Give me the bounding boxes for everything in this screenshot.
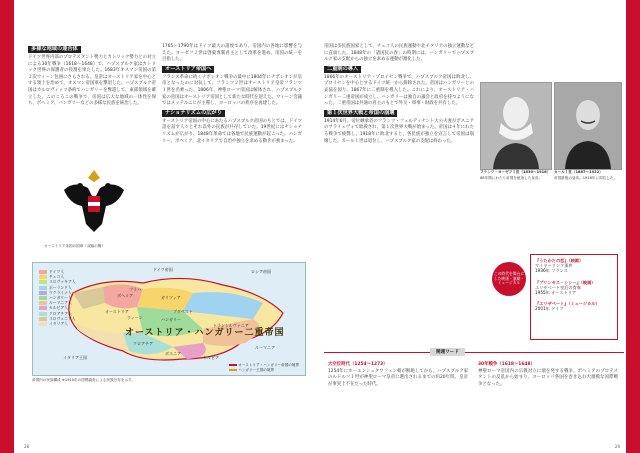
keyword-1: [328, 362, 468, 388]
map-legend-border-2: ハンガリー王国の境界: [229, 368, 274, 373]
map-label-galicia: ガリツィア: [161, 295, 181, 300]
left-page: [14, 0, 312, 453]
keyword-heading: 30年戦争（1618〜1648）: [478, 362, 535, 367]
section-heading: 二重制の導入: [324, 66, 361, 73]
legend-label: スロヴァキア人: [49, 279, 76, 285]
media-line: マイヤーリンク事件: [535, 263, 573, 269]
keywords-title: 関連ワード: [430, 348, 465, 356]
keyword-heading: 大空位時代（1254〜1273）: [328, 362, 388, 367]
map-label-serbia: セルビア: [203, 355, 219, 360]
section-text: オーストリア帝国の中心にあたるハプスブルク帝国のもとでは、ドイツ語を話す人々とそれ以外の民族が共存していた。19世紀にはナショナリズムが広がり、1848年革命では各地で民族運動が起こった。ハンガリー、ボヘミア、北イタリアで自治や独立を求める動きが強まった。: [162, 118, 302, 144]
map-title: オーストリア・ハンガリー二重帝国: [125, 328, 285, 338]
map-legend-border-1: オーストリア・ハンガリー帝国の境界: [229, 363, 299, 368]
map-label-hungary: ハンガリー: [161, 317, 181, 322]
photo2-text: 帝国最後の皇帝。1916年に即位した。: [554, 176, 618, 180]
map-label-bosnia: ボスニア: [165, 351, 181, 356]
media-line: 2001年 ドイツ: [535, 306, 564, 312]
map-legend: [39, 269, 76, 326]
section-text: ドイツ世界内部のプロテスタント勢力とカトリック勢力との対立による30年戦争（1618〜1648）で、ハプスブルク家はカトリック世界の保護者の役割を果たした。1683年オスマン帝国の第２次ウィーン包囲にさらされる。皇帝はオーストリア家を中心とする領土を治めて、オスマン帝国軍を撃退した。ハプスブルク帝国はカルロヴィッツ条約でハンガリーを奪還して、東部領域を確立した。このころこの戦争で、帝国は広大な地域の一体性を保ち、ボヘミア、ハンガリーなどの多様な民族を統治した。: [28, 55, 156, 107]
portrait-franz-joseph: [480, 82, 552, 170]
left-red-bar: [0, 0, 14, 453]
emblem-caption: オーストリア帝国の国章（双頭の鷲）: [44, 244, 105, 248]
right-column-1: [324, 44, 474, 147]
legend-label: ハンガリー人: [49, 295, 72, 301]
map-caption: 帝国内の民族構成 ※1910年の国勢調査による民族分布を示す。: [32, 378, 135, 382]
media-line: 1936年 フランス: [535, 268, 568, 274]
map-label-vienna: ウィーン: [127, 315, 143, 320]
page-number-right: 29: [614, 444, 620, 449]
media-title: 『うたかたの恋』（映画）: [535, 258, 584, 263]
legend-label: ウクライナ人: [49, 289, 72, 295]
section-heading: 多様な地域の連合体: [28, 46, 81, 53]
section-text: 1914年6月、帝位継承者のフランツ・フェルディナント大公夫妻がボスニアのサライェヴォで暗殺され、第１次世界大戦が始まった。帝国は４年にわたる戦争で疲弊し、1918年に敗北すると、各民族が独立を宣言して帝国は崩壊した。カール１世は退位し、ハプスブルク家の支配は終わった。: [324, 118, 474, 144]
photo1-caption: フランツ・ヨーゼフ１世（1830〜1916）: [480, 170, 551, 174]
map-label-croatia: クロアチア: [133, 341, 153, 346]
media-title: 『プリンセス・シシー』（映画）: [535, 279, 596, 285]
map-label-budapest: ブダペスト: [173, 309, 193, 314]
map-label-bohemia: ボヘミア: [117, 293, 133, 298]
intro-text: 帝国は多民族国家として、チェコ人の民族運動や北イタリアの独立運動などに直面した。1848年の「諸国民の春」の時期には、ハンガリーでハプスブルク家の支配からの独立を求める運動が激化した。: [324, 44, 474, 63]
media-line: エリザベート皇后の青春: [535, 284, 581, 290]
legend-label: クロアチア人: [49, 310, 72, 316]
legend-label: ルーマニア人: [49, 300, 72, 306]
legend-label: チェコ人: [49, 274, 65, 280]
legend-swatch: [39, 306, 47, 310]
map-label-austria: オーストリア: [105, 309, 129, 314]
legend-label: イタリア人: [49, 321, 68, 327]
keyword-text: 1254年にホーエンシュタウフェン朝が断絶してから、ハプスブルク家のルドルフ１世が神聖ローマ皇帝に選出されるまでの約20年間、皇帝が事実上不在だった時代。: [328, 368, 468, 387]
legend-label: セルビア人: [49, 305, 68, 311]
map-label-prague: プラハ: [129, 287, 141, 292]
legend-label: ポーランド人: [49, 284, 72, 290]
map-label-italy: イタリア王国: [63, 355, 87, 360]
section-heading: ナショナリズムの広がり: [162, 110, 225, 117]
section-text: フランス革命に続くナポレオン戦争の最中に1804年にナポレオンが皇帝となったのに対抗して、フランツ２世はオーストリア皇帝フランツ１世を名乗った。1806年、神聖ローマ帝国は解体され、ハプスブルク家の帝国はオーストリア帝国として新たな時代を迎えた。ウィーン会議ではメッテルニヒが主導し、ヨーロッパの秩序を再建した。: [162, 74, 302, 107]
left-column-1: [28, 44, 156, 110]
keyword-2: [478, 362, 618, 388]
double-headed-eagle-emblem: [54, 160, 134, 240]
legend-item: [39, 321, 76, 326]
map-label-romania: ルーマニア: [255, 345, 275, 350]
legend-label: スロヴェニア人: [49, 315, 76, 321]
legend-label: ドイツ人: [49, 269, 64, 274]
map-label-russia: ロシア帝国: [251, 269, 271, 274]
legend-swatch: [39, 280, 47, 284]
map-label-germany: ドイツ帝国: [153, 267, 173, 272]
ethnic-map: [32, 262, 306, 376]
media-list: [530, 254, 618, 340]
media-title: 『エリザベート』（ミュージカル）: [535, 301, 600, 307]
photo1-text: 68年間にわたり帝国を統治した皇帝。: [480, 176, 543, 180]
intro-text: 1765〜1790年はドイツ最大の諸侯であり、帝国内の各地に影響を与えた。ヨーゼフ２世は啓蒙専制君主として改革を進め、帝国の統一を目指した。: [162, 44, 302, 63]
keywords-section: [324, 352, 624, 353]
page-number-left: 28: [24, 444, 30, 449]
media-line: 1955年 オーストリア: [535, 290, 577, 296]
section-heading: オーストリア帝国へ: [162, 66, 214, 73]
legend-swatch: [39, 322, 47, 326]
left-column-2: [162, 44, 302, 147]
keyword-text: 神聖ローマ帝国内の宗教対立に端を発する戦争。ボヘミアのプロテスタントの反乱から始まり、ヨーロッパ各国を巻き込む大規模な国際戦争となった。: [478, 368, 618, 387]
map-label-transylvania: トランシルヴァニア: [213, 323, 249, 328]
portrait-karl: [554, 82, 622, 170]
section-heading: 第１次世界大戦と帝国の崩壊: [324, 110, 397, 117]
section-text: 1866年のオーストリア・プロイセン戦争で、ハプスブルク帝国は敗北し、プロイセンを中心とするドイツ統一から排除された。帝国はハンガリーとの妥協を図り、1867年に二重制を導入した。これにより、オーストリア・ハンガリー二重帝国が成立し、ハンガリーは独自の議会と政府を持つようになった。二重帝国は共通の君主のもとで外交・軍事・財政を共有した。: [324, 74, 474, 107]
media-badge: この時代を舞台にした映画・演劇・ミュージカル: [492, 262, 526, 296]
photo2-caption: カール１世（1887〜1922）: [554, 170, 603, 174]
right-red-bar: [626, 0, 640, 453]
right-page: [322, 0, 626, 453]
